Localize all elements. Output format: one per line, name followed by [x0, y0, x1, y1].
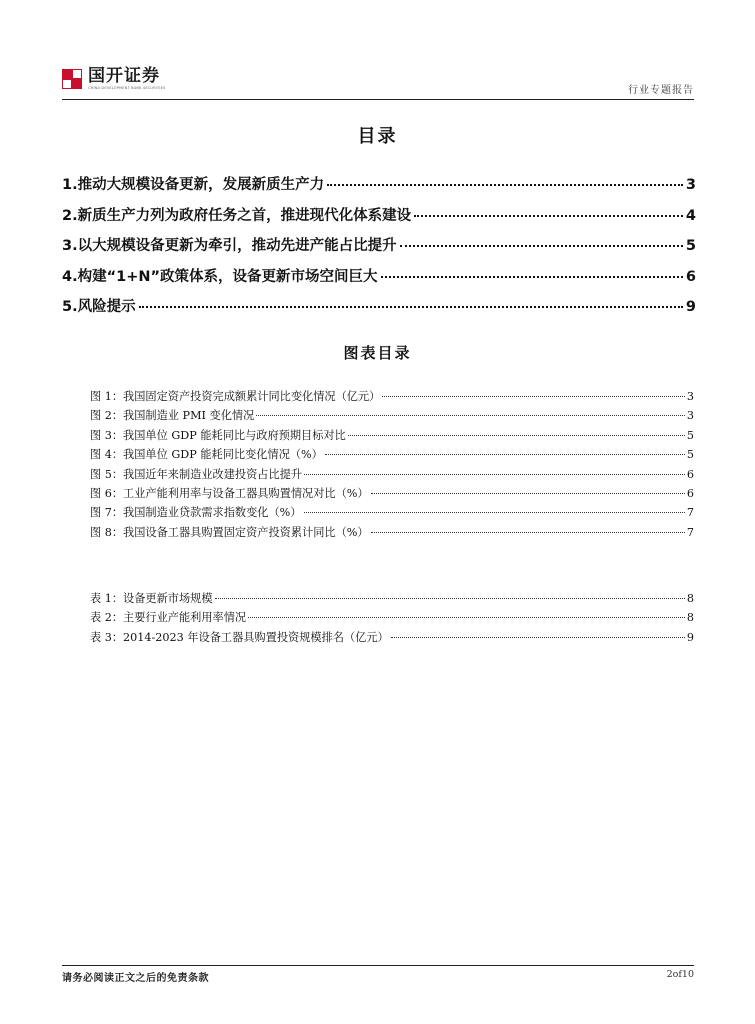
figure-entry-page: 5 [686, 428, 694, 442]
toc-entry-label: 3.以大规模设备更新为牵引，推动先进产能占比提升 [62, 238, 397, 254]
figure-entry-label: 图 1：我国固定资产投资完成额累计同比变化情况（亿元） [90, 390, 381, 403]
figure-entry-label: 图 5：我国近年来制造业改建投资占比提升 [90, 467, 303, 481]
figure-entry-page: 6 [686, 486, 694, 500]
table-entry[interactable] [90, 609, 694, 628]
logo-english-name: CHINA DEVELOPMENT BANK SECURITIES [88, 86, 166, 90]
figure-entry-page: 3 [686, 409, 694, 423]
toc-entry-page: 5 [685, 238, 696, 254]
table-entry-label: 表 2：主要行业产能利用率情况 [90, 611, 247, 625]
dot-leader [304, 474, 685, 475]
toc-entry[interactable] [62, 234, 696, 265]
toc-entry-page: 9 [685, 299, 696, 315]
toc-entry-label: 5.风险提示 [62, 299, 136, 315]
dot-leader [382, 396, 685, 397]
page-number: 2of10 [666, 969, 694, 980]
dot-leader [215, 598, 685, 599]
figure-entry-label: 图 4：我国单位 GDP 能耗同比变化情况（%） [90, 448, 323, 462]
company-logo [62, 66, 165, 94]
figure-entry[interactable] [90, 524, 694, 543]
dot-leader [348, 435, 685, 436]
dot-leader [371, 493, 685, 494]
toc-entry-page: 4 [685, 207, 696, 224]
toc-entry[interactable] [62, 295, 696, 326]
table-entry-page: 8 [686, 611, 694, 625]
toc-entry-page: 6 [685, 268, 696, 285]
toc-entry[interactable] [62, 265, 696, 296]
footer-divider [62, 965, 694, 966]
toc-entry-page: 3 [685, 177, 696, 193]
dot-leader [256, 415, 685, 416]
figure-entry[interactable] [90, 485, 694, 504]
figures-title: 图表目录 [343, 344, 412, 362]
figure-entry[interactable] [90, 427, 694, 446]
table-of-contents [62, 173, 696, 326]
figure-entry-label: 图 6：工业产能利用率与设备工器具购置情况对比（%） [90, 486, 369, 500]
dot-leader [139, 306, 683, 308]
report-type: 行业专题报告 [628, 85, 694, 96]
toc-entry-label: 1.推动大规模设备更新，发展新质生产力 [62, 177, 325, 193]
table-entry-page: 9 [686, 630, 694, 644]
table-entry-label: 表 1：设备更新市场规模 [90, 592, 213, 605]
page-header [62, 66, 694, 100]
logo-name: 国开证券 [88, 66, 160, 86]
figure-entry[interactable] [90, 446, 694, 465]
figure-entry[interactable] [90, 466, 694, 485]
figure-entry-label: 图 2：我国制造业 PMI 变化情况 [90, 409, 255, 423]
dot-leader [248, 617, 685, 618]
table-entry[interactable] [90, 629, 694, 648]
figure-entry[interactable] [90, 504, 694, 523]
dot-leader [381, 276, 683, 278]
dot-leader [391, 637, 685, 638]
toc-entry[interactable] [62, 204, 696, 235]
dot-leader [371, 532, 685, 533]
figure-entry-label: 图 3：我国单位 GDP 能耗同比与政府预期目标对比 [90, 428, 346, 442]
figure-entry[interactable] [90, 388, 694, 407]
dot-leader [400, 245, 683, 247]
toc-entry[interactable] [62, 173, 696, 204]
table-list [90, 590, 694, 648]
footer-disclaimer: 请务必阅读正文之后的免责条款 [62, 973, 209, 984]
figure-entry-label: 图 7：我国制造业贷款需求指数变化（%） [90, 506, 302, 520]
figure-entry-page: 7 [686, 525, 694, 539]
toc-title: 目录 [357, 126, 398, 147]
figure-entry[interactable] [90, 407, 694, 426]
header-divider [62, 99, 694, 100]
figure-entry-page: 7 [686, 506, 694, 520]
table-entry-label: 表 3：2014-2023 年设备工器具购置投资规模排名（亿元） [90, 630, 389, 644]
table-entry[interactable] [90, 590, 694, 609]
dot-leader [327, 184, 683, 186]
logo-mark-icon [62, 69, 82, 89]
toc-entry-label: 4.构建“1+N”政策体系，设备更新市场空间巨大 [62, 268, 378, 285]
dot-leader [414, 215, 683, 217]
dot-leader [304, 512, 685, 513]
dot-leader [325, 454, 685, 455]
table-entry-page: 8 [686, 592, 694, 605]
figure-list [90, 388, 694, 543]
toc-entry-label: 2.新质生产力列为政府任务之首，推进现代化体系建设 [62, 207, 412, 224]
figure-entry-label: 图 8：我国设备工器具购置固定资产投资累计同比（%） [90, 525, 369, 539]
figure-entry-page: 6 [686, 467, 694, 481]
figure-entry-page: 3 [686, 390, 694, 403]
figure-entry-page: 5 [686, 448, 694, 462]
